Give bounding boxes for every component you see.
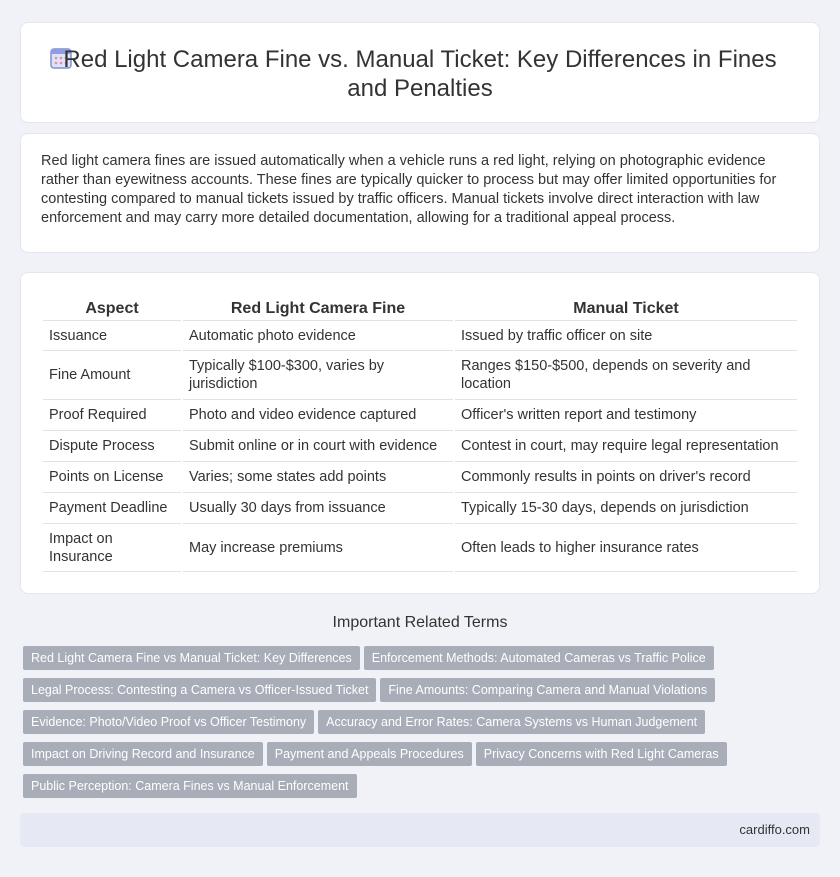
column-header-aspect: Aspect — [85, 300, 139, 317]
table-cell: Impact on Insurance — [43, 523, 181, 572]
related-term-tag[interactable]: Payment and Appeals Procedures — [267, 742, 472, 766]
table-cell: Officer's written report and testimony — [455, 399, 797, 430]
comparison-table — [41, 294, 799, 572]
table-cell: Photo and video evidence captured — [183, 399, 453, 430]
related-term-tag[interactable]: Public Perception: Camera Fines vs Manual Enforcement — [23, 774, 357, 798]
header-card — [20, 22, 820, 123]
related-term-tag[interactable]: Impact on Driving Record and Insurance — [23, 742, 263, 766]
related-term-tag[interactable]: Legal Process: Contesting a Camera vs Officer-Issued Ticket — [23, 678, 376, 702]
tag-row — [23, 774, 361, 798]
table-row — [43, 320, 797, 350]
table-cell: Commonly results in points on driver's record — [455, 461, 797, 492]
related-term-tag[interactable]: Fine Amounts: Comparing Camera and Manual Violations — [380, 678, 715, 702]
table-cell: Typically 15-30 days, depends on jurisdiction — [455, 492, 797, 523]
table-row — [43, 523, 797, 572]
table-row — [43, 492, 797, 523]
table-cell: Varies; some states add points — [183, 461, 453, 492]
table-row — [43, 399, 797, 430]
tag-row — [23, 742, 731, 766]
footer — [20, 813, 820, 847]
table-cell: Dispute Process — [43, 430, 181, 461]
intro-card — [20, 133, 820, 253]
table-cell: Usually 30 days from issuance — [183, 492, 453, 523]
related-term-tag[interactable]: Red Light Camera Fine vs Manual Ticket: Key Differences — [23, 646, 360, 670]
related-term-tag[interactable]: Privacy Concerns with Red Light Cameras — [476, 742, 727, 766]
table-cell: Issued by traffic officer on site — [455, 320, 797, 350]
table-header-row — [43, 294, 797, 320]
intro-paragraph: Red light camera fines are issued automatically when a vehicle runs a red light, relying on photographic evidence rather than eyewitness accounts. These fines are typically quicker to process but may offer limited opportunities for contesting compared to manual tickets issued by traffic officers. Manual tickets involve direct interaction with law enforcement and may carry more detailed documentation, allowing for a traditional appeal process. — [41, 153, 777, 226]
comparison-table-card — [20, 272, 820, 594]
table-row — [43, 461, 797, 492]
table-row — [43, 350, 797, 399]
tag-row — [23, 710, 709, 734]
column-header-manual: Manual Ticket — [573, 300, 679, 317]
table-cell: Fine Amount — [43, 350, 181, 399]
page-title: Red Light Camera Fine vs. Manual Ticket: Key Differences in Fines and Penalties — [63, 46, 777, 102]
related-term-tag[interactable]: Evidence: Photo/Video Proof vs Officer Testimony — [23, 710, 314, 734]
table-cell: Automatic photo evidence — [183, 320, 453, 350]
table-cell: Typically $100-$300, varies by jurisdiction — [183, 350, 453, 399]
footer-site-link[interactable]: cardiffo.com — [739, 822, 810, 837]
table-cell: Issuance — [43, 320, 181, 350]
table-row — [43, 430, 797, 461]
column-header-camera: Red Light Camera Fine — [230, 300, 406, 317]
tag-row — [23, 646, 718, 670]
related-terms-title: Important Related Terms — [332, 614, 508, 631]
table-cell: Submit online or in court with evidence — [183, 430, 453, 461]
table-cell: Points on License — [43, 461, 181, 492]
table-cell: Often leads to higher insurance rates — [455, 523, 797, 572]
tag-row — [23, 678, 719, 702]
table-cell: May increase premiums — [183, 523, 453, 572]
related-term-tag[interactable]: Enforcement Methods: Automated Cameras vs Traffic Police — [364, 646, 714, 670]
table-cell: Payment Deadline — [43, 492, 181, 523]
table-cell: Ranges $150-$500, depends on severity and location — [455, 350, 797, 399]
table-cell: Contest in court, may require legal representation — [455, 430, 797, 461]
table-cell: Proof Required — [43, 399, 181, 430]
related-term-tag[interactable]: Accuracy and Error Rates: Camera Systems vs Human Judgement — [318, 710, 705, 734]
